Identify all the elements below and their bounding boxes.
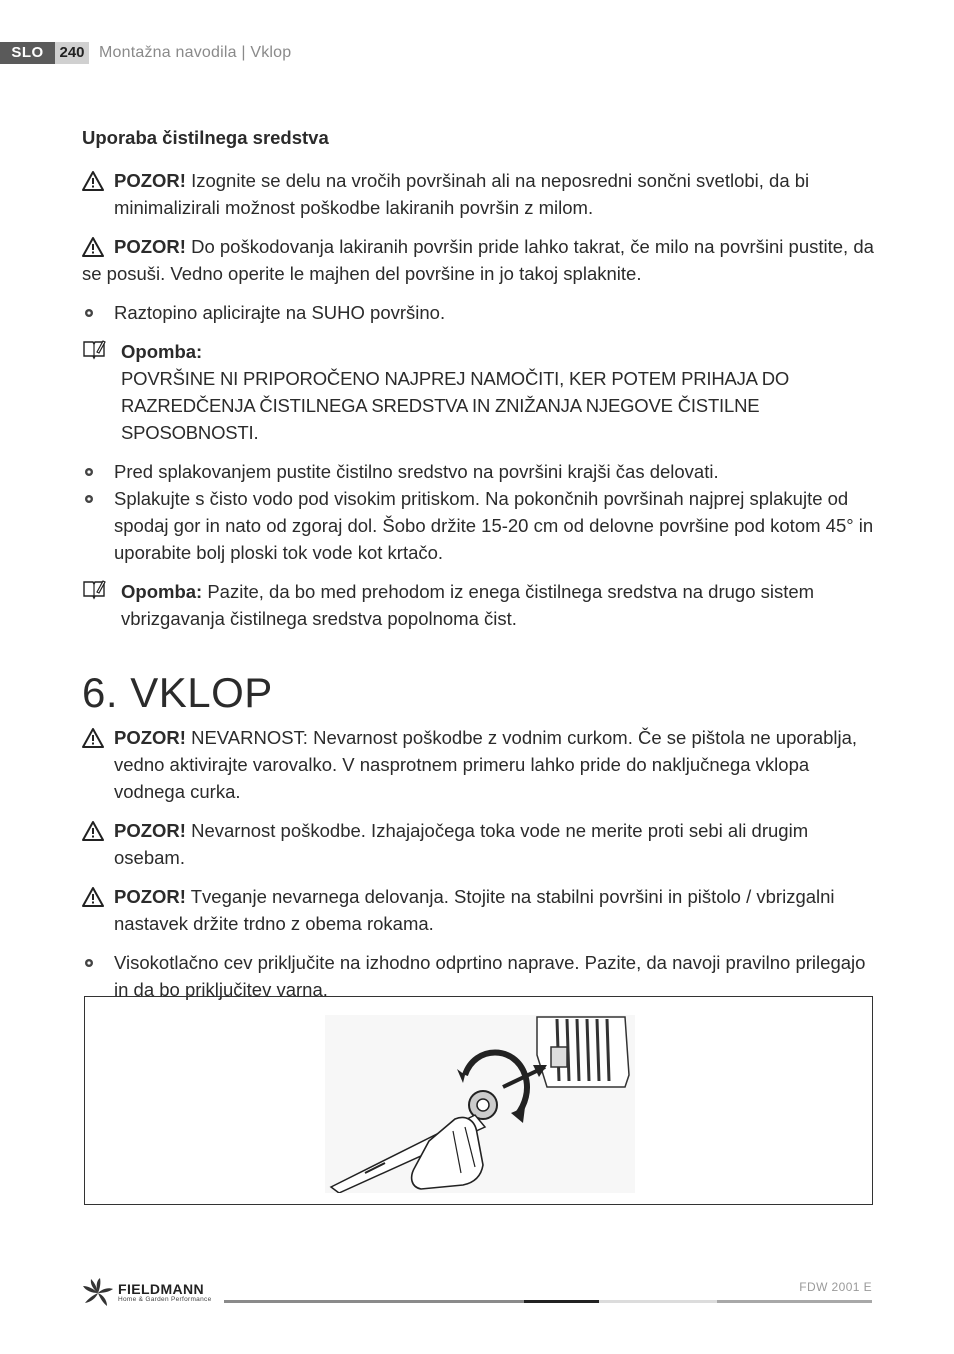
warning-label: POZOR! [114,886,186,907]
warning-soap-drying [82,233,874,287]
bullet-icon [84,467,94,477]
bullet-icon [84,308,94,318]
note-book-icon [82,338,106,360]
bullet-icon [84,494,94,504]
model-number: FDW 2001 E [799,1280,872,1294]
list-item-text: Raztopino aplicirajte na SUHO površino. [114,302,446,323]
warning-triangle-icon [82,886,104,908]
note-text: POVRŠINE NI PRIPOROČENO NAJPREJ NAMOČITI, KER POTEM PRIHAJA DO RAZREDČENJA ČISTILNEGA SREDSTVA IN ZNIŽANJA NJEGOVE ČISTILNE SPOSOBNOSTI. [121,368,790,443]
note-block [82,578,874,632]
page-number: 240 [55,42,89,64]
list-item-text: Visokotlačno cev priključite na izhodno odprtino naprave. Pazite, da navoji pravilno prilegajo in da bo priključitev varna. [114,952,866,1000]
note-label: Opomba: [121,581,203,602]
warning-text: Nevarnost poškodbe. Izhajajočega toka vode ne merite proti sebi ali drugim osebam. [114,820,809,868]
footer-rule-mid [717,1300,872,1303]
warning-stable-surface [82,883,874,937]
warning-triangle-icon [82,236,104,258]
list-item-text: Pred splakovanjem pustite čistilno sredstvo na površini krajši čas delovati. [114,461,719,482]
warning-text: Tveganje nevarnega delovanja. Stojite na stabilni površini in pištolo / vbrizgalni nastavek držite trdno z obema rokama. [114,886,835,934]
list-item [82,458,874,485]
footer-rule-dark [524,1300,599,1303]
warning-water-jet [82,724,874,805]
warning-label: POZOR! [114,170,186,191]
warning-hot-surfaces [82,167,874,221]
note-label: Opomba: [121,341,203,362]
language-tag: SLO [0,42,55,64]
section-heading: Uporaba čistilnega sredstva [82,127,329,148]
footer-rule-light [599,1300,717,1303]
note-book-icon [82,578,106,600]
warning-triangle-icon [82,170,104,192]
note-text: Pazite, da bo med prehodom iz enega čistilnega sredstva na drugo sistem vbrizgavanja čistilnega sredstva popolnoma čist. [121,581,815,629]
brand-name: FIELDMANN [118,1281,205,1297]
chapter-title: 6. VKLOP [82,669,273,716]
page-header [0,42,291,64]
warning-triangle-icon [82,727,104,749]
list-item [82,299,874,326]
warning-label: POZOR! [114,820,186,841]
hose-connection-illustration [325,1015,635,1193]
warning-text: NEVARNOST: Nevarnost poškodbe z vodnim curkom. Če se pištola ne uporablja, vedno aktivirajte varovalko. V nasprotnem primeru lahko pride do naključnega vklopa vodnega curka. [114,727,858,802]
illustration-frame [84,996,873,1205]
warning-label: POZOR! [114,727,186,748]
list-item-text: Splakujte s čisto vodo pod visokim pritiskom. Na pokončnih površinah najprej splakujte od spodaj gor in nato od zgoraj dol. Šobo držite 15-20 cm od delovne površine pod kotom 45° in uporabite bolj ploski tok vode kot krtačo. [114,488,874,563]
list-item [82,485,874,566]
footer-rule-grey [224,1300,524,1303]
main-content [82,124,874,1003]
warning-text: Do poškodovanja lakiranih površin pride lahko takrat, če milo na površini pustite, da se posuši. Vedno operite le majhen del površine in jo takoj splaknite. [82,236,874,284]
warning-aim [82,817,874,871]
breadcrumb: Montažna navodila | Vklop [99,44,292,61]
brand-logo [82,1277,211,1309]
list-item [82,949,874,1003]
warning-triangle-icon [82,820,104,842]
warning-label: POZOR! [114,236,186,257]
fieldmann-fan-icon [82,1277,114,1309]
bullet-icon [84,958,94,968]
warning-text: Izognite se delu na vročih površinah ali na neposredni sončni svetlobi, da bi minimalizirali možnost poškodbe lakiranih površin z milom. [114,170,810,218]
brand-tagline: Home & Garden Performance [118,1296,212,1303]
page-footer [82,1275,872,1315]
note-block [82,338,874,446]
